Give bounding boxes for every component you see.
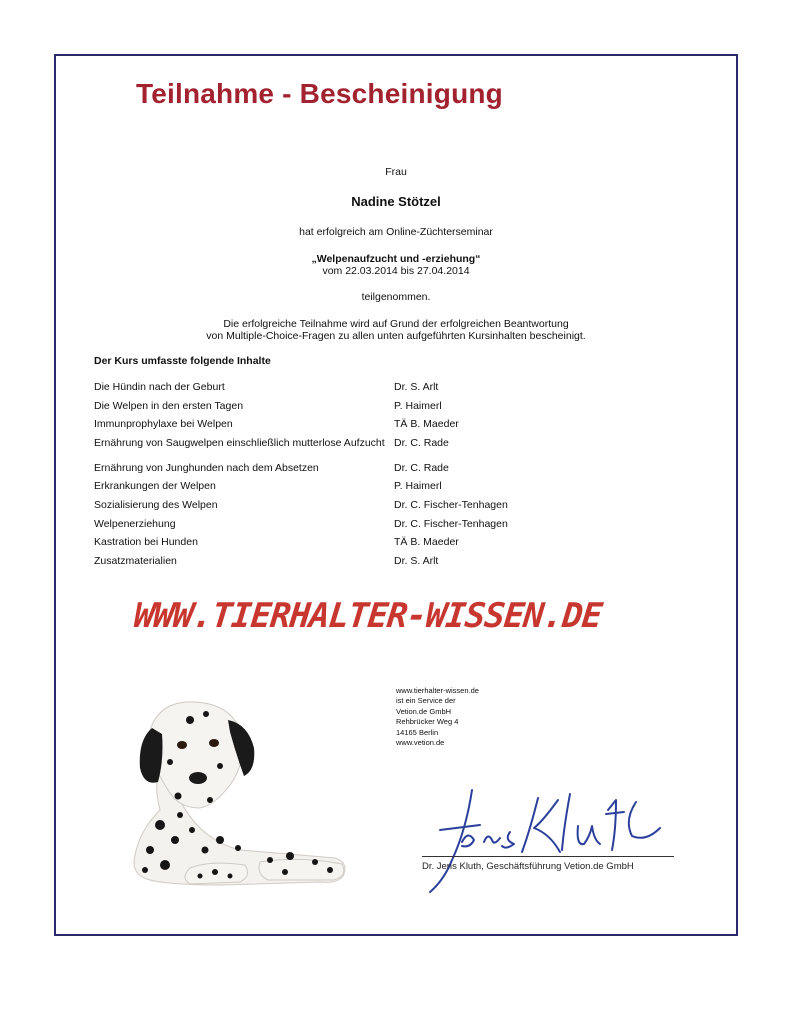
topic-title: Die Hündin nach der Geburt: [94, 381, 225, 393]
topic-lecturer: Dr. S. Arlt: [394, 554, 439, 567]
participated-text: teilgenommen.: [361, 291, 431, 303]
signature-line: [422, 856, 674, 857]
list-item: [94, 381, 654, 400]
signature-caption: Dr. Jens Kluth, Geschäftsführung Vetion.de GmbH: [422, 861, 634, 872]
topic-lecturer: Dr. C. Rade: [394, 461, 449, 474]
topic-lecturer: P. Haimerl: [394, 480, 442, 493]
topic-lecturer: Dr. S. Arlt: [394, 381, 439, 393]
course-topics-list: [94, 381, 654, 573]
address-city: 14165 Berlin: [396, 727, 439, 737]
company-address: [396, 686, 479, 748]
list-item: [94, 518, 654, 537]
topic-title: Erkrankungen der Welpen: [94, 480, 216, 493]
topic-lecturer: P. Haimerl: [394, 399, 442, 412]
topic-lecturer: TÄ B. Maeder: [394, 418, 459, 431]
topic-title: Immunprophylaxe bei Welpen: [94, 418, 233, 431]
seminar-period: vom 22.03.2014 bis 27.04.2014: [322, 265, 470, 277]
address-service-note: ist ein Service der: [396, 696, 456, 706]
topic-lecturer: Dr. C. Fischer-Tenhagen: [394, 498, 508, 511]
list-item: [94, 480, 654, 499]
recipient-name: Nadine Stötzel: [351, 194, 441, 209]
course-contents-heading: Der Kurs umfasste folgende Inhalte: [94, 355, 271, 367]
topic-lecturer: Dr. C. Rade: [394, 436, 449, 449]
intro-text: hat erfolgreich am Online-Züchterseminar: [299, 226, 493, 238]
address-company: Vetion.de GmbH: [396, 706, 452, 716]
handwritten-signature: [410, 770, 680, 900]
certification-note-line1: Die erfolgreiche Teilnahme wird auf Grund der erfolgreichen Beantwortung: [223, 318, 569, 330]
address-website: www.tierhalter-wissen.de: [396, 686, 479, 695]
topic-title: Ernährung von Saugwelpen einschließlich mutterlose Aufzucht: [94, 436, 385, 449]
topic-title: Kastration bei Hunden: [94, 536, 198, 549]
salutation: Frau: [385, 166, 407, 178]
topic-lecturer: TÄ B. Maeder: [394, 536, 459, 549]
address-company-website: www.vetion.de: [396, 738, 445, 748]
list-item: [94, 555, 654, 574]
seminar-title: „Welpenaufzucht und -erziehung“: [311, 253, 481, 265]
list-item: [94, 418, 654, 437]
list-item: [94, 400, 654, 419]
certificate-title: Teilnahme - Bescheinigung: [136, 78, 503, 109]
address-street: Rehbrücker Weg 4: [396, 717, 459, 727]
certification-note-line2: von Multiple-Choice-Fragen zu allen unten aufgeführten Kursinhalten bescheinigt.: [206, 330, 586, 342]
list-item: [94, 499, 654, 518]
website-banner-logo: WWW.TIERHALTER-WISSEN.DE: [132, 596, 604, 636]
topic-title: Ernährung von Junghunden nach dem Absetzen: [94, 461, 319, 474]
list-item: [94, 462, 654, 481]
topic-title: Welpenerziehung: [94, 517, 176, 530]
topic-lecturer: Dr. C. Fischer-Tenhagen: [394, 517, 508, 530]
list-item: [94, 536, 654, 555]
topic-title: Sozialisierung des Welpen: [94, 498, 218, 511]
dalmatian-puppy-image: [120, 690, 350, 900]
topic-title: Zusatzmaterialien: [94, 554, 177, 567]
list-item: [94, 437, 654, 462]
topic-title: Die Welpen in den ersten Tagen: [94, 399, 244, 412]
